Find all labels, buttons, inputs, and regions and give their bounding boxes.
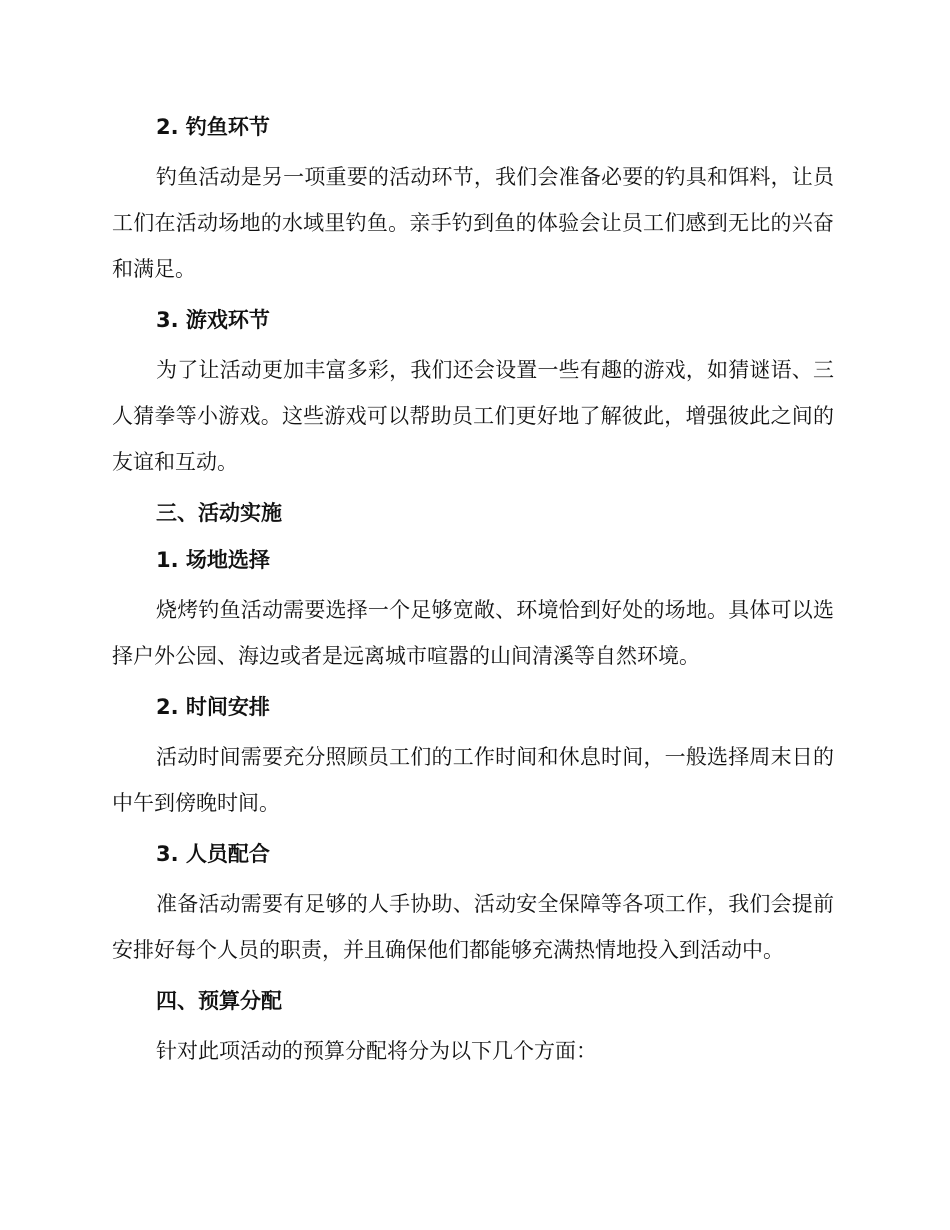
paragraph-schedule: 活动时间需要充分照顾员工们的工作时间和休息时间，一般选择周末日的中午到傍晚时间。 [112,745,834,815]
paragraph-budget: 针对此项活动的预算分配将分为以下几个方面： [156,1039,597,1063]
section-heading-fishing: 2. 钓鱼环节 [156,115,270,139]
paragraph-staffing: 准备活动需要有足够的人手协助、活动安全保障等各项工作，我们会提前安排好每个人员的职责，并且确保他们都能够充满热情地投入到活动中。 [112,892,834,962]
section-heading-venue: 1. 场地选择 [156,548,270,572]
chapter-heading-implementation: 三、活动实施 [156,501,282,525]
paragraph-venue: 烧烤钓鱼活动需要选择一个足够宽敞、环境恰到好处的场地。具体可以选择户外公园、海边或者是远离城市喧嚣的山间清溪等自然环境。 [112,598,834,668]
section-heading-schedule: 2. 时间安排 [156,695,270,719]
paragraph-games: 为了让活动更加丰富多彩，我们还会设置一些有趣的游戏，如猜谜语、三人猜拳等小游戏。这些游戏可以帮助员工们更好地了解彼此，增强彼此之间的友谊和互动。 [112,358,834,474]
section-heading-staffing: 3. 人员配合 [156,842,270,866]
section-heading-games: 3. 游戏环节 [156,308,270,332]
paragraph-fishing: 钓鱼活动是另一项重要的活动环节，我们会准备必要的钓具和饵料，让员工们在活动场地的水域里钓鱼。亲手钓到鱼的体验会让员工们感到无比的兴奋和满足。 [112,165,834,281]
chapter-heading-budget: 四、预算分配 [156,989,282,1013]
document-page [112,107,834,1074]
